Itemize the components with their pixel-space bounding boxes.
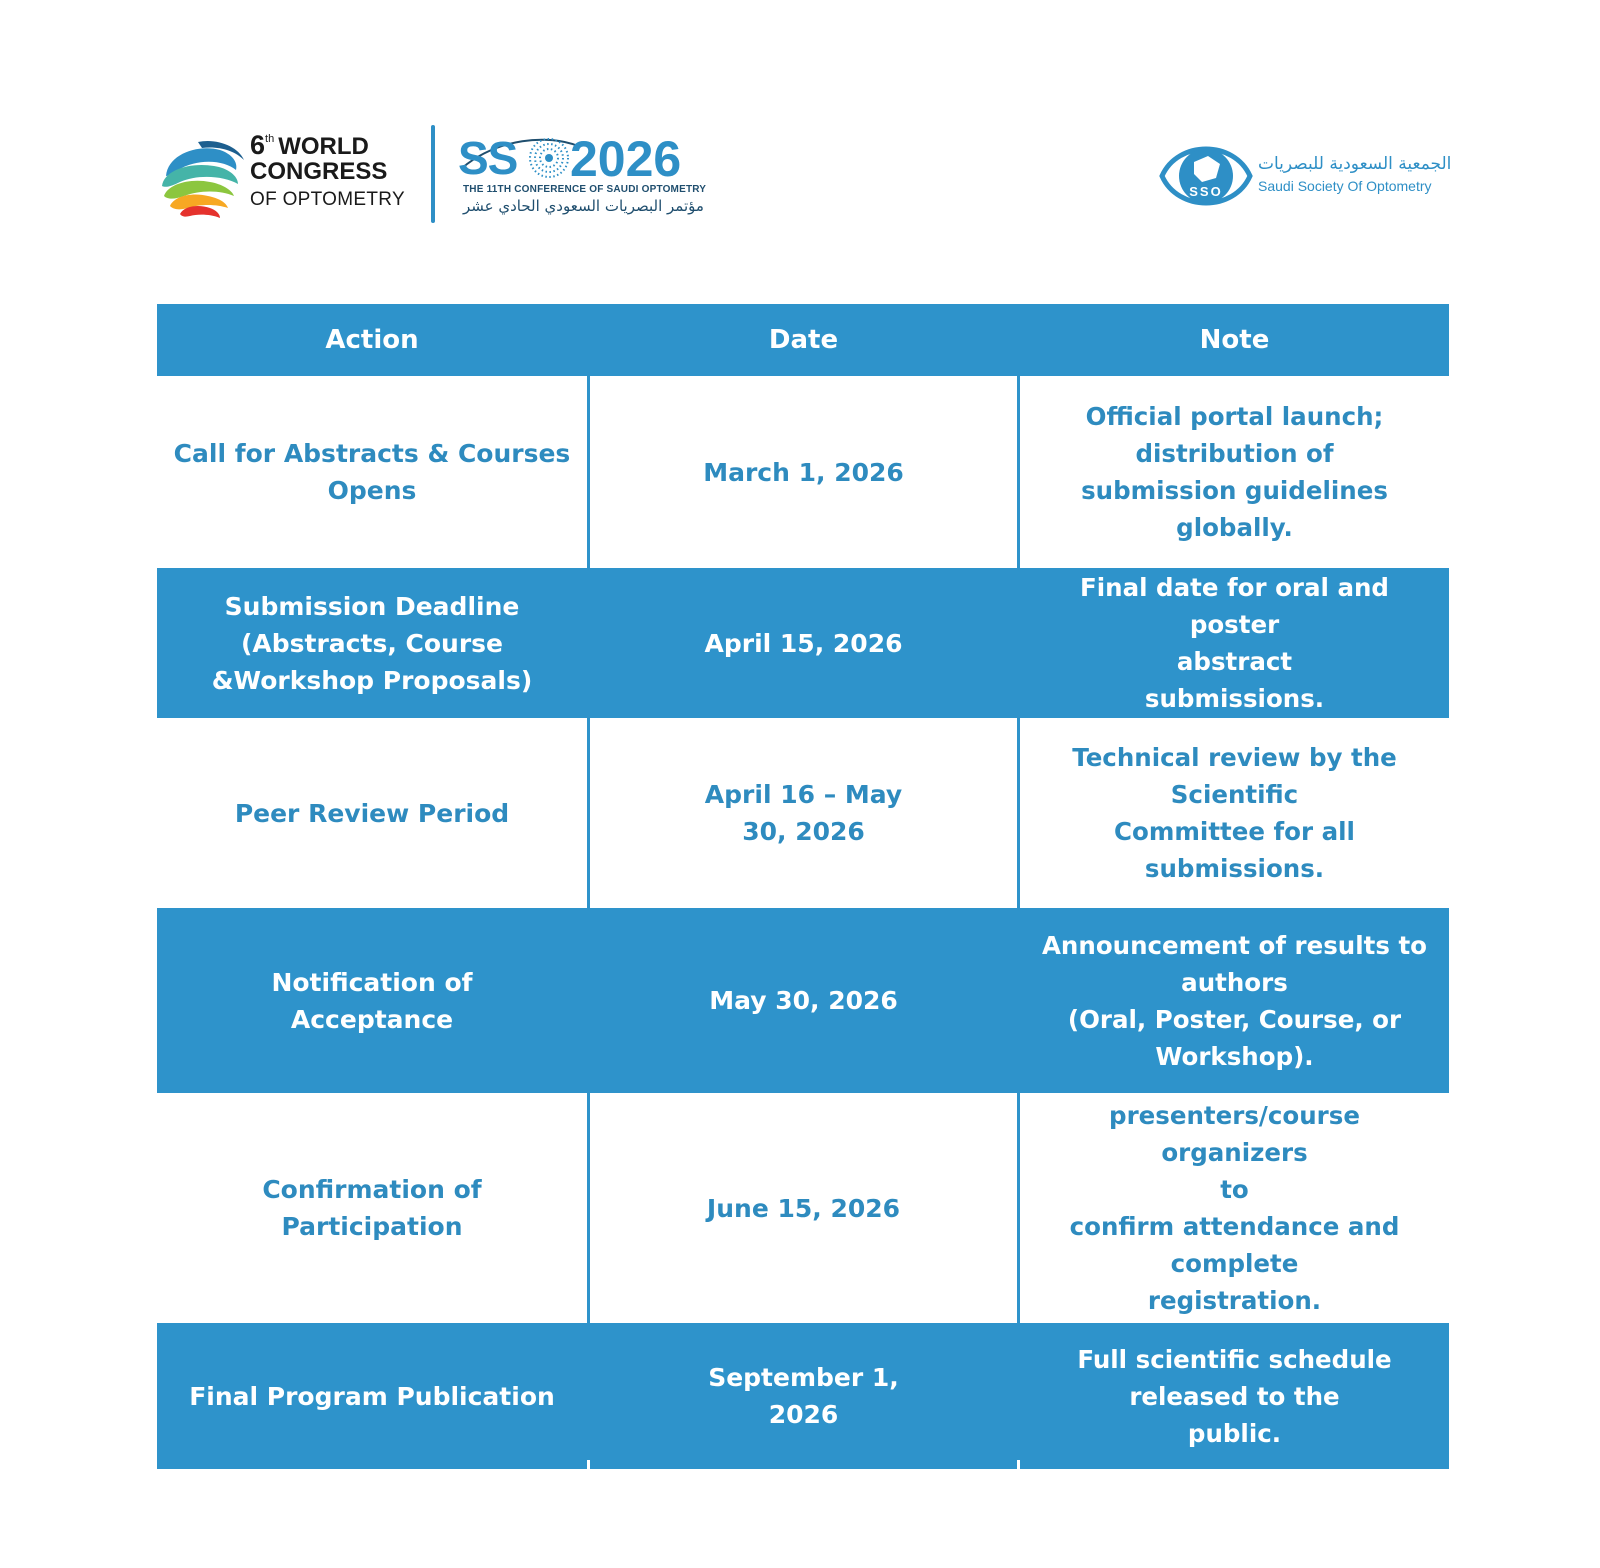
sso2026-mark-left-text: SS [458,132,518,182]
wco-ordinal-number: 6 [250,130,266,160]
action-cell: Confirmation of Participation [157,1093,587,1323]
date-cell: April 16 – May 30, 2026 [590,718,1017,908]
action-cell: Call for Abstracts & Courses Opens [157,376,587,568]
sso2026-logo [458,132,708,222]
action-cell: Peer Review Period [157,718,587,908]
note-cell: Full scientific schedule released to the public. [1020,1323,1449,1469]
wco-ordinal-suffix: th [265,133,275,145]
note-cell: Announcement of results to authors (Oral, Poster, Course, or Workshop). [1020,908,1449,1093]
note-cell: Final date for oral and poster abstract submissions. [1020,568,1449,718]
action-cell: Final Program Publication [157,1323,587,1469]
header-action: Action [157,304,587,376]
note-cell: Technical review by the Scientific Committee for all submissions. [1020,718,1449,908]
header-divider [431,125,435,223]
date-cell: April 15, 2026 [590,568,1017,718]
wco-title-line3: OF OPTOMETRY [250,189,405,210]
date-cell: May 30, 2026 [590,908,1017,1093]
header-date: Date [590,304,1017,376]
saudi-society-logo [1158,134,1458,218]
globe-dots-icon [530,139,568,177]
sso2026-mark [458,132,708,182]
header-note: Note [1020,304,1449,376]
society-name-ar: الجمعية السعودية للبصريات [1258,154,1452,174]
world-congress-swirl-icon [158,136,246,220]
action-cell: Notification of Acceptance [157,908,587,1093]
society-emblem-text: SSO [1189,184,1223,199]
date-cell: September 1, 2026 [590,1323,1017,1469]
sso2026-subtitle-ar: مؤتمر البصريات السعودي الحادي عشر [463,197,704,215]
world-congress-logo [158,128,408,224]
note-cell: presenters/course organizers to confirm attendance and complete registration. [1020,1093,1449,1323]
timeline-table [157,304,1449,1460]
note-cell: Official portal launch; distribution of submission guidelines globally. [1020,376,1449,568]
wco-title-word: WORLD [278,133,369,160]
sso2026-subtitle-en: THE 11TH CONFERENCE OF SAUDI OPTOMETRY [463,184,707,195]
wco-title-line2: CONGRESS [250,158,388,185]
date-cell: March 1, 2026 [590,376,1017,568]
date-cell: June 15, 2026 [590,1093,1017,1323]
action-cell: Submission Deadline (Abstracts, Course &Workshop Proposals) [157,568,587,718]
eye-emblem-icon [1158,134,1254,218]
society-name-en: Saudi Society Of Optometry [1258,178,1432,194]
sso2026-mark-right-text: 2026 [570,132,682,182]
